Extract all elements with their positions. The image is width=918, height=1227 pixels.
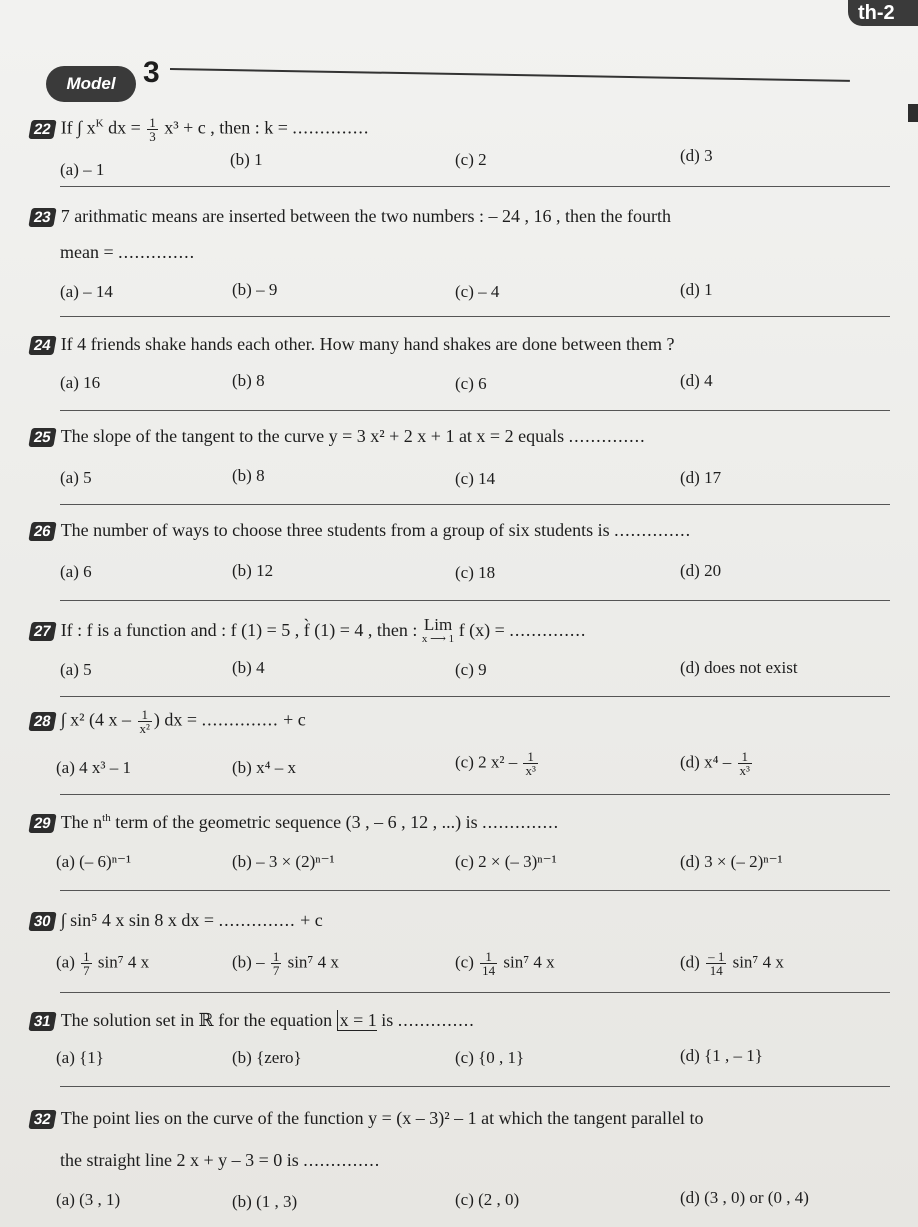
option-d[interactable]: (d) 3 × (– 2)ⁿ⁻¹ [680, 852, 783, 871]
option-c[interactable]: (c) 2 [455, 150, 487, 169]
model-badge: Model [46, 66, 136, 102]
question-26: 26 The number of ways to choose three students from a group of six students is .............. [30, 520, 691, 541]
fraction: $\frac{1}{3}$ [149, 115, 156, 144]
question-32: 32 The point lies on the curve of the function y = (x – 3)² – 1 at which the tangent parallel to [30, 1108, 704, 1129]
question-number: 28 [28, 712, 56, 731]
option-b[interactable]: (b) – 9 [232, 280, 278, 299]
model-rule [170, 68, 850, 82]
separator [60, 1086, 890, 1087]
question-32-line2: the straight line 2 x + y – 3 = 0 is .............. [60, 1150, 381, 1170]
option-c[interactable]: (c) 9 [455, 660, 487, 679]
option-b[interactable]: (b) – $\frac{1}{7}$ sin⁷ 4 x [232, 949, 339, 978]
question-25: 25 The slope of the tangent to the curve y = 3 x² + 2 x + 1 at x = 2 equals .............. [30, 426, 646, 447]
question-23: 23 7 arithmatic means are inserted between the two numbers : – 24 , 16 , then the fourth [30, 206, 671, 227]
option-d[interactable]: (d) {1 , – 1} [680, 1046, 763, 1065]
option-c[interactable]: (c) {0 , 1} [455, 1048, 525, 1067]
option-d[interactable]: (d) 20 [680, 561, 722, 580]
separator [60, 600, 890, 601]
option-b[interactable]: (b) 8 [232, 466, 265, 485]
question-24: 24 If 4 friends shake hands each other. How many hand shakes are done between them ? [30, 334, 674, 355]
option-d[interactable]: (d) x⁴ – $\frac{1}{\text{x³}}$ [680, 749, 750, 778]
side-mark [908, 104, 918, 122]
question-number: 31 [28, 1012, 56, 1031]
question-23-line2: mean = .............. [60, 242, 196, 262]
option-a[interactable]: (a) – 1 [60, 160, 105, 179]
question-number: 22 [28, 120, 56, 139]
separator [60, 410, 890, 411]
question-number: 27 [28, 622, 56, 641]
question-29: 29 The $n^{th}$ term of the geometric sequence (3 , – 6 , 12 , ...) is .............. [30, 812, 559, 833]
option-b[interactable]: (b) 1 [230, 150, 263, 169]
fraction: $\frac{1}{\text{x²}}$ [139, 707, 150, 736]
question-27: 27 If : f is a function and : f (1) = 5 , f̀ (1) = 4 , then : Lim x ⟶ 1 f (x) = .............. [30, 618, 586, 646]
question-number: 29 [28, 814, 56, 833]
option-a[interactable]: (a) 5 [60, 468, 92, 487]
question-22: 22 If ∫ $x^K$ dx = $\frac{1}{3}$ x³ + c , then : k = .............. [30, 116, 369, 143]
option-b[interactable]: (b) {zero} [232, 1048, 302, 1067]
option-b[interactable]: (b) (1 , 3) [232, 1192, 298, 1211]
question-28: 28 ∫ x² (4 x – $\frac{1}{\text{x²}}$ ) dx = .............. + c [30, 708, 306, 735]
option-a[interactable]: (a) (– 6)ⁿ⁻¹ [56, 852, 132, 871]
separator [60, 696, 890, 697]
question-31: 31 The solution set in ℝ for the equation x = 1 is .............. [30, 1010, 475, 1031]
question-number: 32 [28, 1110, 56, 1129]
question-number: 26 [28, 522, 56, 541]
option-d[interactable]: (d) 1 [680, 280, 713, 299]
separator [60, 992, 890, 993]
question-number: 23 [28, 208, 56, 227]
model-number: 3 [143, 56, 160, 89]
option-a[interactable]: (a) 5 [60, 660, 92, 679]
question-number: 24 [28, 336, 56, 355]
option-a[interactable]: (a) – 14 [60, 282, 113, 301]
option-c[interactable]: (c) (2 , 0) [455, 1190, 520, 1209]
option-a[interactable]: (a) 6 [60, 562, 92, 581]
option-a[interactable]: (a) 16 [60, 373, 101, 392]
question-30: 30 ∫ sin⁵ 4 x sin 8 x dx = .............. + c [30, 910, 323, 931]
separator [60, 186, 890, 187]
separator [60, 504, 890, 505]
separator [60, 890, 890, 891]
option-c[interactable]: (c) 2 × (– 3)ⁿ⁻¹ [455, 852, 557, 871]
option-b[interactable]: (b) – 3 × (2)ⁿ⁻¹ [232, 852, 335, 871]
separator [60, 316, 890, 317]
option-a[interactable]: (a) $\frac{1}{7}$ sin⁷ 4 x [56, 949, 150, 978]
limit: Lim x ⟶ 1 [421, 615, 455, 645]
option-a[interactable]: (a) (3 , 1) [56, 1190, 121, 1209]
separator [60, 794, 890, 795]
option-b[interactable]: (b) 4 [232, 658, 265, 677]
corner-tab: th-2 [848, 0, 918, 26]
option-c[interactable]: (c) 2 x² – $\frac{1}{\text{x³}}$ [455, 749, 536, 778]
question-number: 25 [28, 428, 56, 447]
option-d[interactable]: (d) $\frac{- 1}{14}$ sin⁷ 4 x [680, 949, 784, 978]
option-c[interactable]: (c) 14 [455, 469, 496, 488]
option-b[interactable]: (b) 12 [232, 561, 274, 580]
option-d[interactable]: (d) 17 [680, 468, 722, 487]
option-b[interactable]: (b) 8 [232, 371, 265, 390]
option-a[interactable]: (a) 4 x³ – 1 [56, 758, 131, 777]
option-c[interactable]: (c) $\frac{1}{14}$ sin⁷ 4 x [455, 949, 555, 978]
option-c[interactable]: (c) 6 [455, 374, 487, 393]
question-number: 30 [28, 912, 56, 931]
option-c[interactable]: (c) 18 [455, 563, 496, 582]
option-d[interactable]: (d) does not exist [680, 658, 798, 677]
option-a[interactable]: (a) {1} [56, 1048, 104, 1067]
option-d[interactable]: (d) 3 [680, 146, 713, 165]
option-b[interactable]: (b) x⁴ – x [232, 758, 296, 777]
option-d[interactable]: (d) (3 , 0) or (0 , 4) [680, 1188, 809, 1207]
option-d[interactable]: (d) 4 [680, 371, 713, 390]
floor-bracket: x = 1 [337, 1010, 377, 1031]
option-c[interactable]: (c) – 4 [455, 282, 500, 301]
